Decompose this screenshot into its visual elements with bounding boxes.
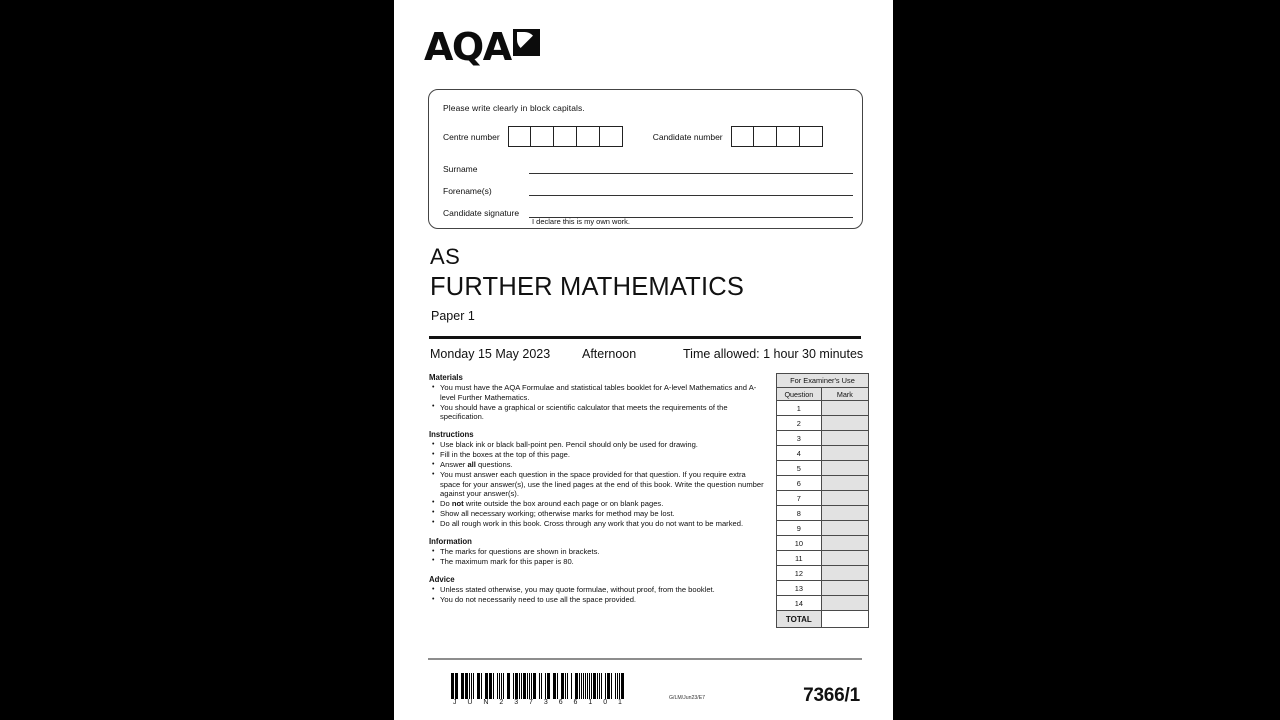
question-number-cell: 6 bbox=[777, 476, 822, 491]
section-spacer bbox=[429, 422, 767, 430]
candidate-number-cell[interactable] bbox=[731, 126, 754, 147]
total-label: TOTAL bbox=[777, 611, 822, 628]
list-item: • Use black ink or black ball-point pen. Pencil should only be used for drawing. bbox=[440, 440, 767, 449]
table-row bbox=[777, 521, 869, 536]
mark-entry-cell[interactable] bbox=[821, 401, 868, 416]
surname-row bbox=[443, 162, 853, 174]
table-row bbox=[777, 491, 869, 506]
question-number-cell: 4 bbox=[777, 446, 822, 461]
centre-number-label: Centre number bbox=[443, 131, 500, 142]
page-title: FURTHER MATHEMATICS bbox=[430, 273, 745, 301]
number-fields-row bbox=[443, 126, 853, 147]
instructions-column bbox=[429, 373, 767, 605]
mark-entry-cell[interactable] bbox=[821, 431, 868, 446]
qualification-level: AS bbox=[430, 244, 461, 269]
aqa-logo-text: AQA bbox=[424, 25, 511, 69]
materials-list bbox=[429, 383, 767, 421]
candidate-number-cell[interactable] bbox=[777, 126, 800, 147]
block-capitals-note: Please write clearly in block capitals. bbox=[443, 103, 585, 113]
mark-entry-cell[interactable] bbox=[821, 551, 868, 566]
barcode-digit: 3 bbox=[543, 699, 548, 706]
title-divider bbox=[429, 336, 861, 339]
centre-number-cell[interactable] bbox=[577, 126, 600, 147]
table-header-row bbox=[777, 374, 869, 388]
forenames-input[interactable] bbox=[529, 184, 853, 196]
list-item: • Show all necessary working; otherwise marks for method may be lost. bbox=[440, 509, 767, 518]
centre-number-cell[interactable] bbox=[600, 126, 623, 147]
candidate-details-box bbox=[428, 89, 863, 229]
table-row bbox=[777, 566, 869, 581]
table-row bbox=[777, 581, 869, 596]
aqa-leaf-icon bbox=[513, 29, 540, 56]
list-item: • You must have the AQA Formulae and statistical tables booklet for A-level Mathematics and A-level Further Mathematics. bbox=[440, 383, 767, 402]
column-header-question: Question bbox=[777, 388, 822, 401]
list-item: • Do not write outside the box around each page or on blank pages. bbox=[440, 499, 767, 508]
question-number-cell: 10 bbox=[777, 536, 822, 551]
table-row bbox=[777, 446, 869, 461]
aqa-logo bbox=[424, 25, 540, 69]
barcode-digit: 6 bbox=[573, 699, 578, 706]
table-row bbox=[777, 476, 869, 491]
instructions-list bbox=[429, 440, 767, 528]
table-total-row bbox=[777, 611, 869, 628]
information-heading: Information bbox=[429, 536, 472, 546]
barcode-digit: 6 bbox=[558, 699, 563, 706]
question-number-cell: 13 bbox=[777, 581, 822, 596]
mark-entry-cell[interactable] bbox=[821, 521, 868, 536]
centre-number-input[interactable] bbox=[508, 126, 623, 147]
list-item: • The maximum mark for this paper is 80. bbox=[440, 557, 767, 566]
question-number-cell: 12 bbox=[777, 566, 822, 581]
exam-session: Afternoon bbox=[582, 347, 637, 361]
centre-number-cell[interactable] bbox=[508, 126, 531, 147]
centre-number-cell[interactable] bbox=[531, 126, 554, 147]
barcode-digit: 1 bbox=[618, 699, 622, 706]
question-number-cell: 11 bbox=[777, 551, 822, 566]
section-spacer bbox=[429, 529, 767, 537]
question-number-cell: 7 bbox=[777, 491, 822, 506]
advice-heading: Advice bbox=[429, 574, 455, 584]
forenames-row bbox=[443, 184, 853, 196]
mark-entry-cell[interactable] bbox=[821, 491, 868, 506]
exam-paper-page bbox=[394, 0, 893, 720]
list-item: • You should have a graphical or scientific calculator that meets the requirements of the specification. bbox=[440, 403, 767, 422]
exam-date: Monday 15 May 2023 bbox=[430, 347, 551, 361]
list-item: • You must answer each question in the space provided for that question. If you require extra space for your answer(s), use the lined pages at the end of this book. Write the question number against your answer(s). bbox=[440, 470, 767, 498]
paper-code: 7366/1 bbox=[803, 685, 860, 706]
materials-heading: Materials bbox=[429, 373, 463, 382]
mark-entry-cell[interactable] bbox=[821, 416, 868, 431]
question-number-cell: 3 bbox=[777, 431, 822, 446]
table-row bbox=[777, 551, 869, 566]
table-row bbox=[777, 506, 869, 521]
barcode-digit: J bbox=[453, 699, 457, 706]
barcode bbox=[451, 673, 624, 699]
mark-entry-cell[interactable] bbox=[821, 581, 868, 596]
signature-row bbox=[443, 206, 853, 218]
list-item: • You do not necessarily need to use all the space provided. bbox=[440, 595, 767, 604]
mark-entry-cell[interactable] bbox=[821, 566, 868, 581]
table-row bbox=[777, 536, 869, 551]
advice-list bbox=[429, 585, 767, 604]
mark-entry-cell[interactable] bbox=[821, 596, 868, 611]
forenames-label: Forename(s) bbox=[443, 186, 492, 196]
candidate-number-label: Candidate number bbox=[652, 131, 723, 142]
total-mark-cell[interactable] bbox=[821, 611, 868, 628]
list-item: • Do all rough work in this book. Cross through any work that you do not want to be marked. bbox=[440, 519, 767, 528]
barcode-gap bbox=[624, 673, 625, 699]
barcode-digit: N bbox=[483, 699, 489, 706]
list-item: • The marks for questions are shown in brackets. bbox=[440, 547, 767, 556]
question-number-cell: 8 bbox=[777, 506, 822, 521]
barcode-digit: 1 bbox=[588, 699, 593, 706]
list-item: • Unless stated otherwise, you may quote formulae, without proof, from the booklet. bbox=[440, 585, 767, 594]
barcode-digit: 3 bbox=[514, 699, 519, 706]
table-row bbox=[777, 461, 869, 476]
table-row bbox=[777, 596, 869, 611]
signature-label: Candidate signature bbox=[443, 208, 520, 218]
barcode-digit: 7 bbox=[529, 699, 533, 706]
section-spacer bbox=[429, 567, 767, 575]
mark-entry-cell[interactable] bbox=[821, 476, 868, 491]
column-header-mark: Mark bbox=[821, 388, 868, 401]
mark-entry-cell[interactable] bbox=[821, 506, 868, 521]
barcode-digit: U bbox=[467, 699, 473, 706]
candidate-number-cell[interactable] bbox=[754, 126, 777, 147]
question-number-cell: 1 bbox=[777, 401, 822, 416]
paper-label: Paper 1 bbox=[431, 309, 475, 323]
question-number-cell: 5 bbox=[777, 461, 822, 476]
centre-number-cell[interactable] bbox=[554, 126, 577, 147]
candidate-number-cell[interactable] bbox=[800, 126, 823, 147]
barcode-digits bbox=[451, 699, 624, 706]
declaration-text: I declare this is my own work. bbox=[532, 217, 630, 226]
document-code: G/LM/Jun23/E7 bbox=[669, 695, 706, 701]
instructions-heading: Instructions bbox=[429, 430, 474, 440]
information-list bbox=[429, 547, 767, 566]
mark-entry-cell[interactable] bbox=[821, 461, 868, 476]
question-number-cell: 2 bbox=[777, 416, 822, 431]
examiner-table-title: For Examiner's Use bbox=[777, 374, 869, 388]
table-row bbox=[777, 431, 869, 446]
list-item: • Fill in the boxes at the top of this page. bbox=[440, 450, 767, 459]
footer-divider bbox=[428, 658, 862, 660]
mark-entry-cell[interactable] bbox=[821, 446, 868, 461]
candidate-number-input[interactable] bbox=[731, 126, 823, 147]
question-number-cell: 9 bbox=[777, 521, 822, 536]
surname-input[interactable] bbox=[529, 162, 853, 174]
examiner-use-table bbox=[776, 373, 869, 628]
barcode-digit: 2 bbox=[499, 699, 504, 706]
table-column-header-row bbox=[777, 388, 869, 401]
list-item: • Answer all questions. bbox=[440, 460, 767, 469]
question-number-cell: 14 bbox=[777, 596, 822, 611]
barcode-digit: 0 bbox=[603, 699, 608, 706]
surname-label: Surname bbox=[443, 164, 478, 174]
mark-entry-cell[interactable] bbox=[821, 536, 868, 551]
table-row bbox=[777, 416, 869, 431]
time-allowed: Time allowed: 1 hour 30 minutes bbox=[683, 347, 864, 361]
table-row bbox=[777, 401, 869, 416]
